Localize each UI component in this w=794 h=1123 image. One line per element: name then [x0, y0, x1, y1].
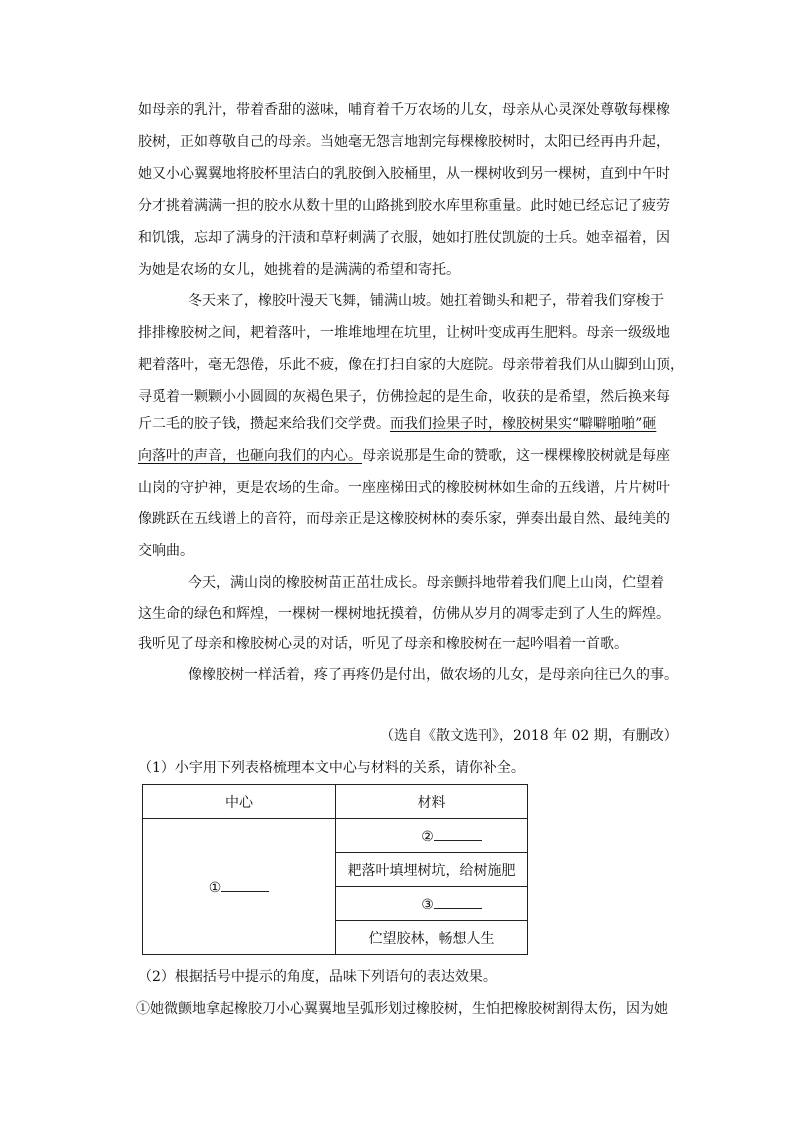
passage-line: 今天，满山岗的橡胶树苗正茁壮成长。母亲颤抖地带着我们爬上山岗，伫望着: [188, 575, 664, 591]
passage-line: 这生命的绿色和辉煌，一棵树一棵树地抚摸着，仿佛从岁月的凋零走到了人生的辉煌。: [138, 606, 670, 622]
passage-line: 冬天来了，橡胶叶漫天飞舞，铺满山坡。她扛着锄头和耙子，带着我们穿梭于: [188, 293, 664, 309]
passage-line: 胶树，正如尊敬自己的母亲。当她毫无怨言地割完每棵橡胶树时，太阳已经再冉升起，: [138, 134, 670, 150]
material-cell: 耙落叶填埋树坑，给树施肥: [336, 853, 528, 887]
passage-line: [138, 414, 672, 434]
passage-line: 如母亲的乳汁，带着香甜的滋味，哺育着千万农场的儿女，母亲从心灵深处尊敬每棵橡: [138, 102, 670, 118]
passage-line: 山岗的守护神，更是农场的生命。一座座梯田式的橡胶树林如生命的五线谱，片片树叶: [138, 480, 670, 496]
header-material: 材料: [336, 785, 528, 819]
underlined-sentence: 而我们捡果子时，橡胶树果实“噼噼啪啪”砸: [390, 416, 657, 432]
passage-line: 分才挑着满满一担的胶水从数十里的山路挑到胶水库里称重量。此时她已经忘记了疲劳: [138, 198, 670, 214]
blank-1[interactable]: [221, 877, 269, 892]
passage-line: 排排橡胶树之间，耙着落叶，一堆堆地埋在坑里，让树叶变成再生肥料。母亲一级级地: [138, 325, 670, 341]
underlined-sentence: 向落叶的声音，也砸向我们的内心。: [138, 448, 362, 464]
passage-line: 和饥饿，忘却了满身的汗渍和草籽刺满了衣服，她如打胜仗凯旋的士兵。她幸福着，因: [138, 230, 670, 246]
question-1-prompt: （1）小宇用下列表格梳理本文中心与材料的关系，请你补全。: [138, 760, 525, 776]
passage-line: 为她是农场的女儿，她挑着的是满满的希望和寄托。: [138, 262, 460, 278]
passage-line: 寻觅着一颗颗小小圆圆的灰褐色果子，仿佛捡起的是生命，收获的是希望，然后换来每: [138, 389, 670, 405]
passage-line: 耙着落叶，毫无怨倦，乐此不疲，像在打扫自家的大庭院。母亲带着我们从山脚到山顶，: [138, 357, 684, 373]
center-cell: [143, 819, 336, 955]
blank-2[interactable]: [434, 826, 482, 841]
blank-1-label: ①: [208, 880, 222, 896]
material-cell: 伫望胶林，畅想人生: [336, 921, 528, 955]
passage-line: 像橡胶树一样活着，疼了再疼仍是付出，做农场的儿女，是母亲向往已久的事。: [188, 667, 678, 683]
question-2-prompt: （2）根据括号中提示的角度，品味下列语句的表达效果。: [138, 969, 497, 985]
material-cell: [336, 887, 528, 921]
material-cell: [336, 819, 528, 853]
passage-line: [138, 446, 672, 466]
question-2-item-1: ①她微颤地拿起橡胶刀小心翼翼地呈弧形划过橡胶树，生怕把橡胶树割得太伤，因为她: [136, 1001, 668, 1017]
header-center: 中心: [143, 785, 336, 819]
passage-line: 像跳跃在五线谱上的音符，而母亲正是这橡胶树林的奏乐家，弹奏出最自然、最纯美的: [138, 511, 670, 527]
blank-2-label: ②: [421, 829, 434, 845]
passage-text: 母亲说那是生命的赞歌，这一棵棵橡胶树就是每座: [362, 448, 670, 464]
passage-text: 斤二毛的胶子钱，攒起来给我们交学费。: [138, 416, 390, 432]
blank-3[interactable]: [434, 894, 482, 909]
passage-line: 她又小心翼翼地将胶杯里洁白的乳胶倒入胶桶里，从一棵树收到另一棵树，直到中午时: [138, 166, 670, 182]
source-citation: （选自《散文选刊》，2018 年 02 期，有删改）: [380, 728, 678, 744]
blank-3-label: ③: [421, 897, 434, 913]
center-material-table: [142, 784, 528, 955]
passage-line: 我听见了母亲和橡胶树心灵的对话，听见了母亲和橡胶树在一起吟唱着一首歌。: [138, 636, 628, 652]
passage-line: 交响曲。: [138, 543, 194, 559]
